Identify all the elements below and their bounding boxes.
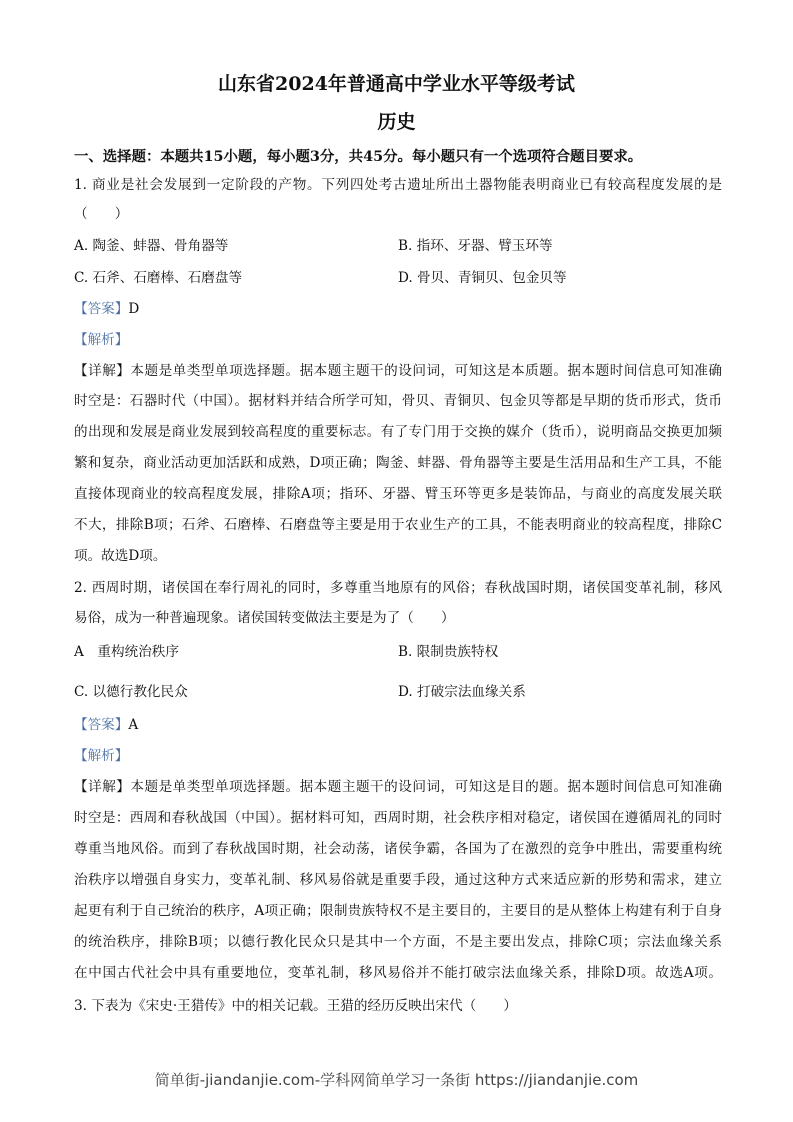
q2-detail-line: 【详解】本题是单类型单项选择题。据本题主题干的设问词，可知这是目的题。据本题时间信息可知准确 xyxy=(74,779,722,795)
q1-option-b: B. 指环、牙器、臂玉环等 xyxy=(398,238,553,254)
q1-detail-line: 繁和复杂，商业活动更加活跃和成熟，D项正确；陶釜、蚌器、骨角器等主要是生活用品和生产工具，不能 xyxy=(74,455,722,471)
q1-stem-bracket: （ ） xyxy=(74,206,129,222)
q2-option-a: A 重构统治秩序 xyxy=(74,644,179,660)
q2-stem-line2: 易俗，成为一种普遍现象。诸侯国转变做法主要是为了（ ） xyxy=(74,610,455,626)
q1-detail-line: 直接体现商业的较高程度发展，排除A项；指环、牙器、臂玉环等更多是装饰品，与商业的高度发展关联 xyxy=(74,486,722,502)
q1-detail-line: 的出现和发展是商业发展到较高程度的重要标志。有了专门用于交换的媒介（货币），说明商品交换更加频 xyxy=(74,424,722,440)
q1-analysis-tag: 【解析】 xyxy=(74,332,129,348)
q1-stem: 1. 商业是社会发展到一定阶段的产物。下列四处考古遗址所出土器物能表明商业已有较高程度发展的是 xyxy=(74,177,722,193)
q2-detail-line: 起更有利于自己统治的秩序，A项正确；限制贵族特权不是主要目的，主要目的是从整体上构建有利于自身 xyxy=(74,903,722,919)
q2-detail-line: 时空是：西周和春秋战国（中国）。据材料可知，西周时期，社会秩序相对稳定，诸侯国在遵循周礼的同时 xyxy=(74,810,722,826)
answer-value: A xyxy=(128,717,139,733)
q1-option-c: C. 石斧、石磨棒、石磨盘等 xyxy=(74,270,243,286)
footer-watermark: 简单街-jiandanjie.com-学科网简单学习一条街 https://jiandanjie.com xyxy=(154,1071,639,1089)
q2-answer xyxy=(74,715,138,735)
answer-tag: 【答案】 xyxy=(74,301,129,317)
q2-analysis-tag: 【解析】 xyxy=(74,748,129,764)
q2-option-c: C. 以德行教化民众 xyxy=(74,684,188,700)
q1-option-a: A. 陶釜、蚌器、骨角器等 xyxy=(74,238,229,254)
q1-option-d: D. 骨贝、青铜贝、包金贝等 xyxy=(398,270,567,286)
q1-detail-line: 时空是：石器时代（中国）。据材料并结合所学可知，骨贝、青铜贝、包金贝等都是早期的货币形式，货币 xyxy=(74,393,722,409)
exam-title: 山东省2024年普通高中学业水平等级考试 xyxy=(218,73,575,95)
q2-stem: 2. 西周时期，诸侯国在奉行周礼的同时，多尊重当地原有的风俗；春秋战国时期，诸侯国变革礼制，移风 xyxy=(74,580,722,596)
q2-detail-line: 治秩序以增强自身实力，变革礼制、移风易俗就是重要手段，通过这种方式来适应新的形势和需求，建立 xyxy=(74,872,722,888)
q2-option-b: B. 限制贵族特权 xyxy=(398,644,499,660)
answer-value: D xyxy=(128,301,140,317)
section-heading: 一、选择题：本题共15小题，每小题3分，共45分。每小题只有一个选项符合题目要求。 xyxy=(74,148,643,165)
subject-title: 历史 xyxy=(377,111,416,133)
q3-stem: 3. 下表为《宋史·王猎传》中的相关记载。王猎的经历反映出宋代（ ） xyxy=(74,998,518,1014)
q1-detail-line: 不大，排除B项；石斧、石磨棒、石磨盘等主要是用于农业生产的工具，不能表明商业的较高程度，排除C xyxy=(74,517,722,533)
q1-answer xyxy=(74,299,139,319)
q2-detail-line: 在中国古代社会中具有重要地位，变革礼制，移风易俗并不能打破宗法血缘关系，排除D项。故选A项。 xyxy=(74,965,722,981)
q2-detail-line: 的统治秩序，排除B项；以德行教化民众只是其中一个方面，不是主要出发点，排除C项；宗法血缘关系 xyxy=(74,934,722,950)
answer-tag: 【答案】 xyxy=(74,717,129,733)
q2-option-d: D. 打破宗法血缘关系 xyxy=(398,684,526,700)
q1-detail-line: 【详解】本题是单类型单项选择题。据本题主题干的设问词，可知这是本质题。据本题时间信息可知准确 xyxy=(74,363,722,379)
q1-detail-line: 项。故选D项。 xyxy=(74,548,167,564)
q2-detail-line: 尊重当地风俗。而到了春秋战国时期，社会动荡，诸侯争霸，各国为了在激烈的竞争中胜出，需要重构统 xyxy=(74,841,722,857)
